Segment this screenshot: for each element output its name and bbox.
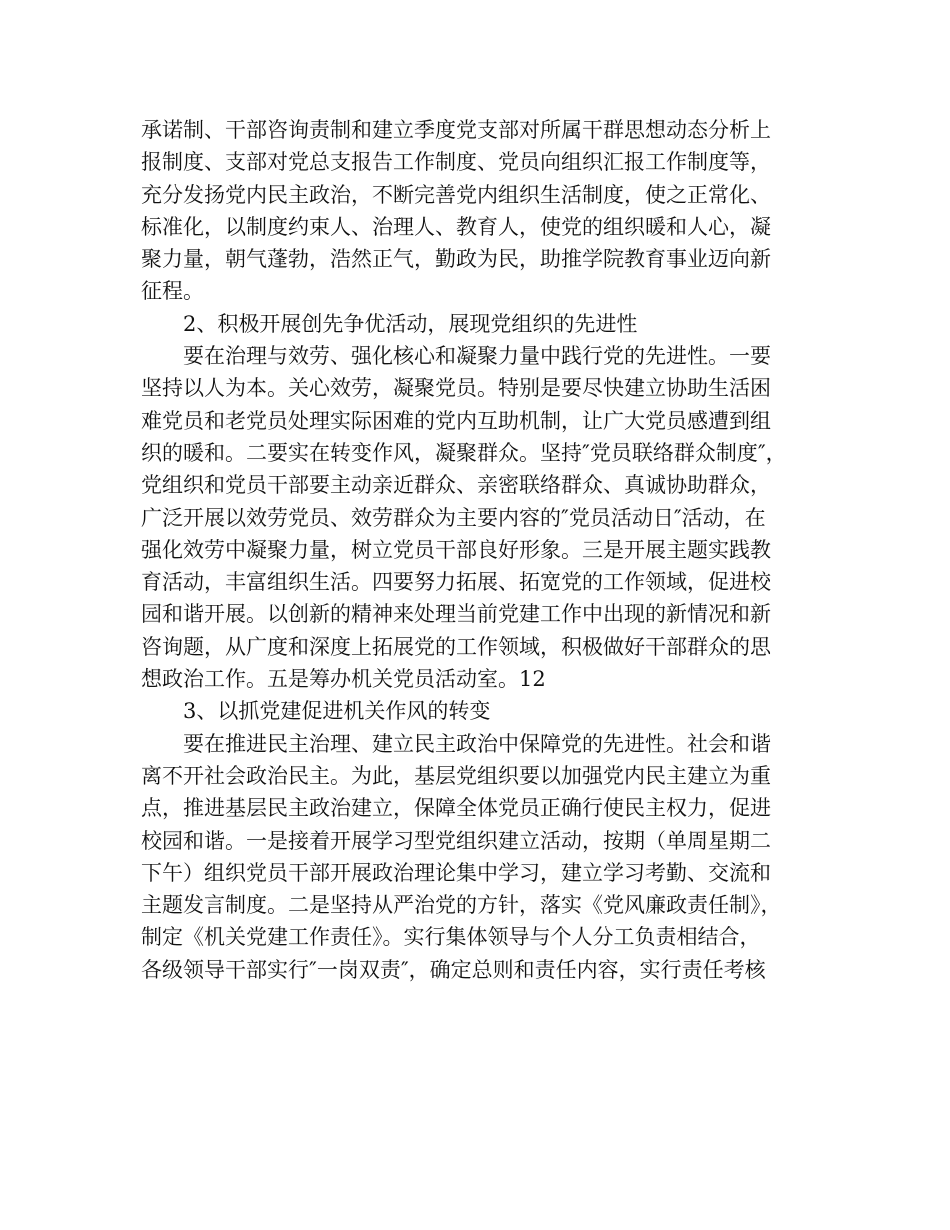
text-line: 党组织和党员干部要主动亲近群众、亲密联络群众、真诚协助群众， xyxy=(141,473,771,498)
text-line: 织的暖和。二要实在转变作风，凝聚群众。坚持″党员联络群众制度″， xyxy=(141,440,787,465)
text-line: 报制度、支部对党总支报告工作制度、党员向组织汇报工作制度等， xyxy=(141,150,771,175)
text-line: 征程。 xyxy=(141,279,204,304)
text-line: 坚持以人为本。关心效劳，凝聚党员。特别是要尽快建立协助生活困 xyxy=(141,376,771,401)
text-line: 下午）组织党员干部开展政治理论集中学习，建立学习考勤、交流和 xyxy=(141,860,771,885)
text-line: 育活动，丰富组织生活。四要努力拓展、拓宽党的工作领域，促进校 xyxy=(141,570,771,595)
text-line: 强化效劳中凝聚力量，树立党员干部良好形象。三是开展主题实践教 xyxy=(141,537,771,562)
text-line: 咨询题，从广度和深度上拓展党的工作领域，积极做好干部群众的思 xyxy=(141,634,771,659)
text-line: 校园和谐。一是接着开展学习型党组织建立活动，按期（单周星期二 xyxy=(141,828,771,853)
paragraph-first-line: 要在治理与效劳、强化核心和凝聚力量中践行党的先进性。一要 xyxy=(183,344,771,369)
text-line: 充分发扬党内民主政治，不断完善党内组织生活制度，使之正常化、 xyxy=(141,182,771,207)
text-line: 聚力量，朝气蓬勃，浩然正气，勤政为民，助推学院教育事业迈向新 xyxy=(141,247,771,272)
text-line: 想政治工作。五是筹办机关党员活动室。12 xyxy=(141,667,546,692)
section-heading: 3、以抓党建促进机关作风的转变 xyxy=(183,699,491,724)
text-line: 点，推进基层民主政治建立，保障全体党员正确行使民主权力，促进 xyxy=(141,796,771,821)
text-line: 难党员和老党员处理实际困难的党内互助机制，让广大党员感遭到组 xyxy=(141,408,771,433)
text-line: 主题发言制度。二是坚持从严治党的方针，落实《党风廉政责任制》， xyxy=(141,893,782,918)
text-line: 标准化，以制度约束人、治理人、教育人，使党的组织暖和人心，凝 xyxy=(141,214,771,239)
text-line: 各级领导干部实行″一岗双责″，确定总则和责任内容，实行责任考核 xyxy=(141,957,766,982)
body-text xyxy=(141,114,821,986)
text-line: 园和谐开展。以创新的精神来处理当前党建工作中出现的新情况和新 xyxy=(141,602,771,627)
text-line: 离不开社会政治民主。为此，基层党组织要以加强党内民主建立为重 xyxy=(141,763,771,788)
section-heading: 2、积极开展创先争优活动，展现党组织的先进性 xyxy=(183,311,638,336)
text-line: 广泛开展以效劳党员、效劳群众为主要内容的″党员活动日″活动，在 xyxy=(141,505,766,530)
text-line: 制定《机关党建工作责任》。实行集体领导与个人分工负责相结合， xyxy=(141,925,761,950)
paragraph-first-line: 要在推进民主治理、建立民主政治中保障党的先进性。社会和谐 xyxy=(183,731,771,756)
text-line: 承诺制、干部咨询责制和建立季度党支部对所属干群思想动态分析上 xyxy=(141,118,771,142)
